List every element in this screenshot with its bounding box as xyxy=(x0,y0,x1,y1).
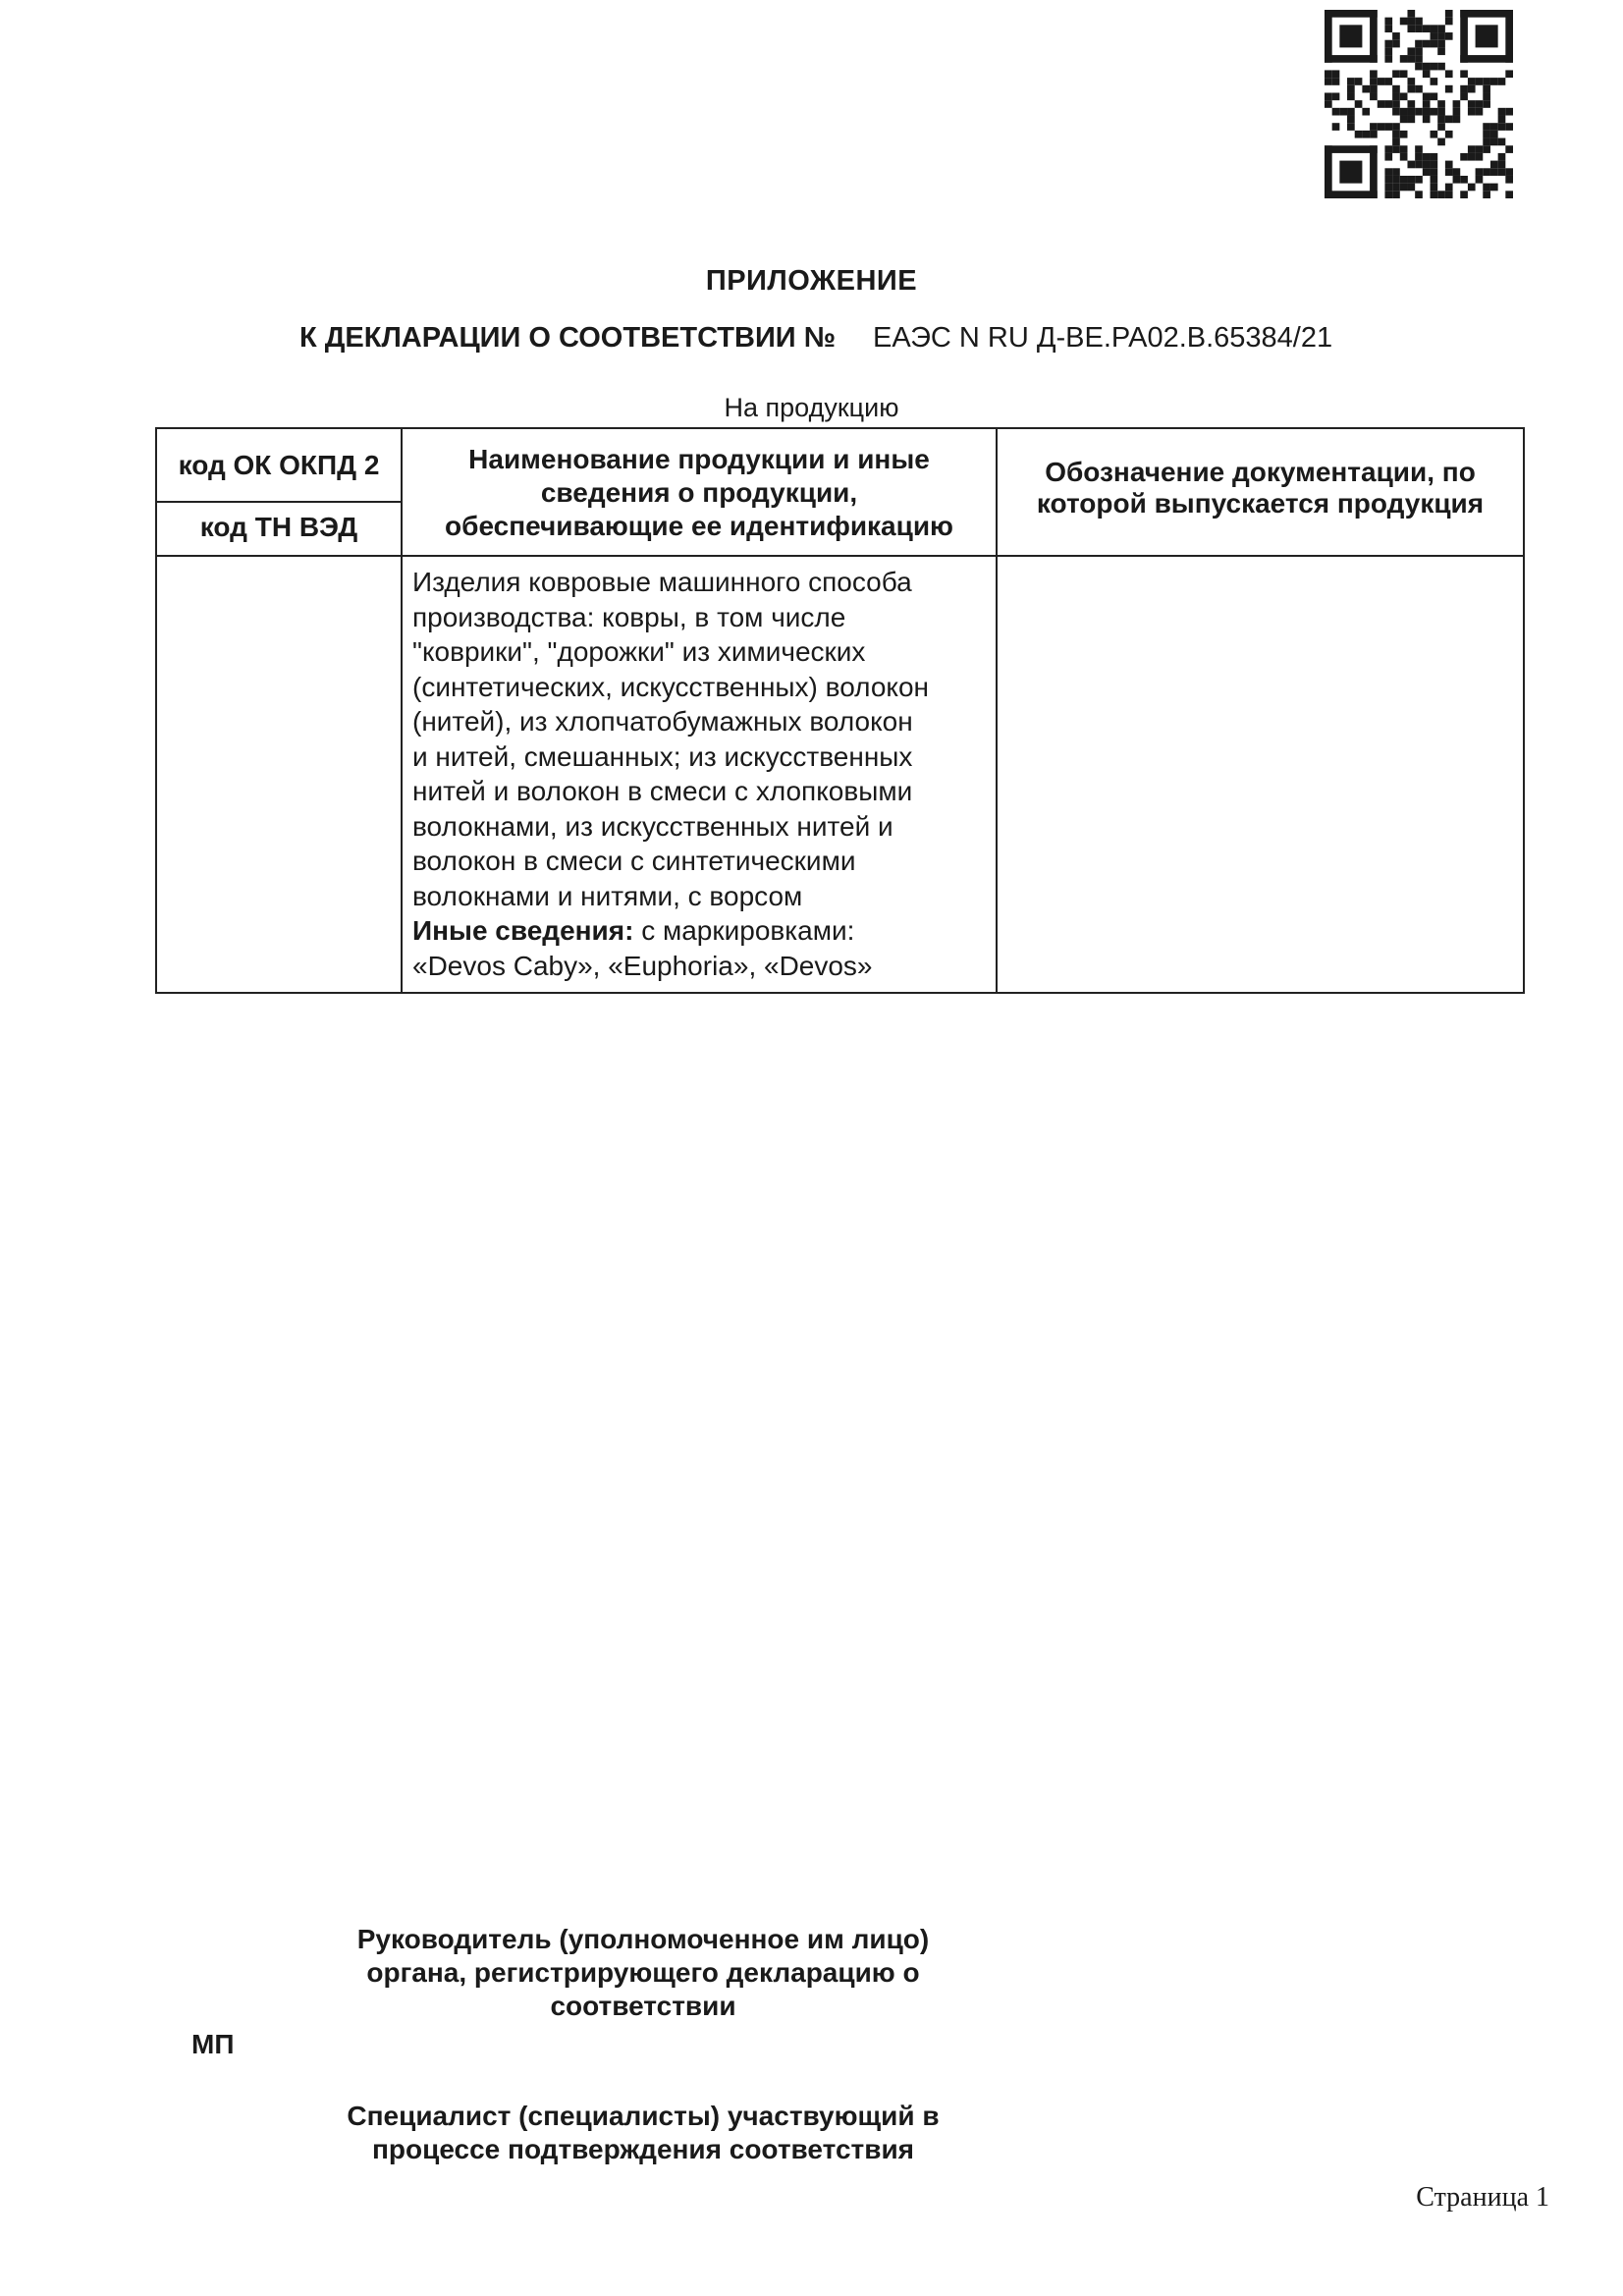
declaration-heading xyxy=(299,322,1332,355)
description-line: нитей и волокон в смеси с хлопковыми xyxy=(412,776,913,806)
header-product-name-line: Наименование продукции и иные xyxy=(468,444,930,474)
table-divider xyxy=(157,501,401,503)
header-documentation-line: Обозначение документации, по xyxy=(1045,457,1476,487)
header-documentation-line: которой выпускается продукция xyxy=(1036,488,1485,519)
description-line: волокнами, из искусственных нитей и xyxy=(412,810,893,842)
description-line: волокон в смеси с синтетическими xyxy=(412,846,856,876)
description-line: (нитей), из хлопчатобумажных волокон xyxy=(412,706,913,737)
specialist-signature-block xyxy=(295,2100,992,2166)
head-signature-line: органа, регистрирующего декларацию о xyxy=(366,1957,920,1988)
header-documentation xyxy=(998,457,1523,519)
description-line: волокнами и нитями, с ворсом xyxy=(412,880,803,911)
specialist-signature-line: Специалист (специалисты) участвующий в xyxy=(347,2101,940,2131)
specialist-signature-line: процессе подтверждения соответствия xyxy=(372,2134,914,2164)
header-tnved-code: код ТН ВЭД xyxy=(199,512,358,542)
description-line: производства: ковры, в том числе xyxy=(412,601,846,632)
table-divider xyxy=(157,555,1523,557)
head-signature-block xyxy=(295,1923,992,2023)
description-line: и нитей, смешанных; из искусственных xyxy=(412,740,913,772)
declaration-number: ЕАЭС N RU Д-BE.PA02.B.65384/21 xyxy=(873,322,1333,354)
declaration-label: К ДЕКЛАРАЦИИ О СООТВЕТСТВИИ № xyxy=(299,322,837,354)
product-table xyxy=(155,427,1525,994)
stamp-label: МП xyxy=(191,2029,235,2059)
markings: «Devos Caby», «Euphoria», «Devos» xyxy=(412,950,873,981)
header-product-name-line: обеспечивающие ее идентификацию xyxy=(445,511,953,541)
page-number: Страница 1 xyxy=(1416,2182,1549,2213)
head-signature-line: соответствии xyxy=(550,1991,736,2021)
other-info-label: Иные сведения: xyxy=(412,915,634,946)
other-info-text: с маркировками: xyxy=(633,915,855,946)
qr-code-icon xyxy=(1325,10,1513,198)
product-description xyxy=(412,565,1001,983)
description-line: (синтетических, искусственных) волокон xyxy=(412,671,929,702)
description-line: Изделия ковровые машинного способа xyxy=(412,567,912,597)
page-title: ПРИЛОЖЕНИЕ xyxy=(705,265,918,297)
header-okpd-code: код ОК ОКПД 2 xyxy=(178,450,380,480)
description-line: "коврики", "дорожки" из химических xyxy=(412,636,866,667)
header-product-name-line: сведения о продукции, xyxy=(540,477,858,508)
subtitle: На продукцию xyxy=(724,393,899,422)
other-info xyxy=(412,913,1001,949)
head-signature-line: Руководитель (уполномоченное им лицо) xyxy=(356,1924,930,1954)
header-product-name xyxy=(403,443,996,543)
